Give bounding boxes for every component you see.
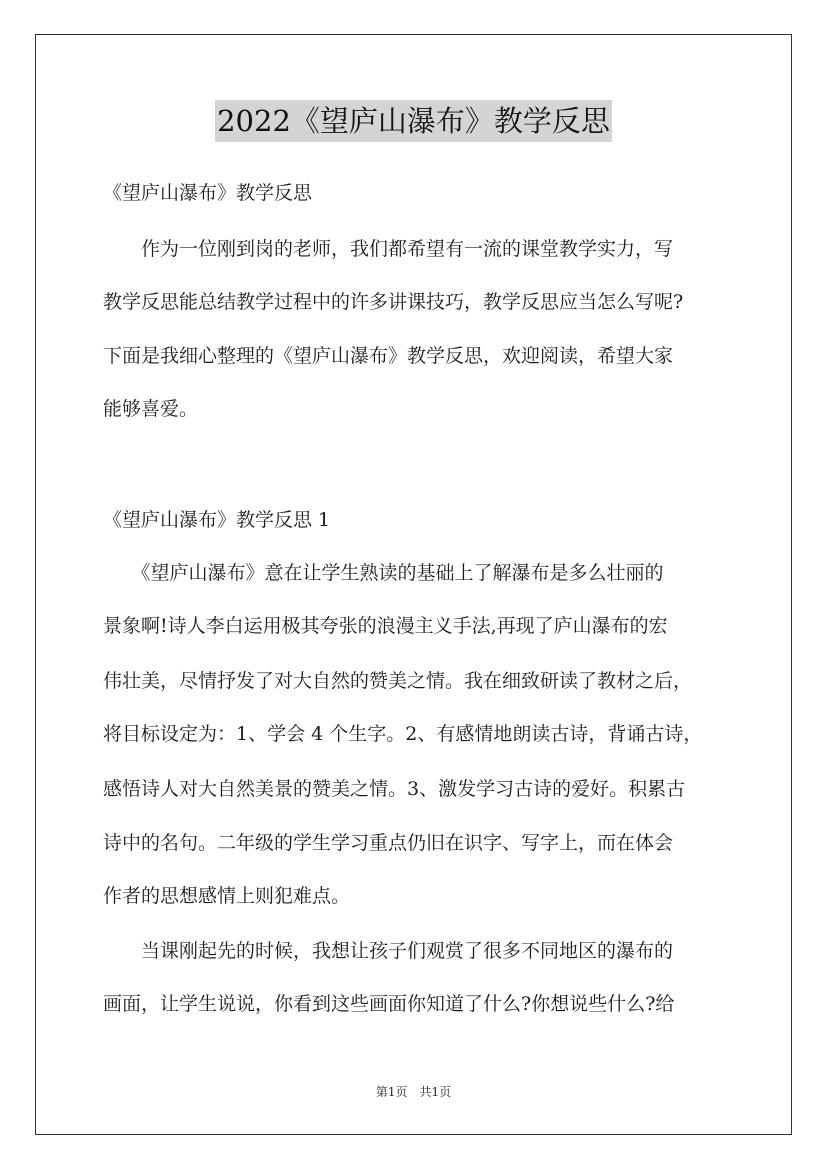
paragraph-line: 诗中的名句。二年级的学生学习重点仍旧在识字、写字上，而在体会 [103,832,674,854]
paragraph-line: 当课刚起先的时候，我想让孩子们观赏了很多不同地区的瀑布的 [103,940,674,962]
paragraph-line: 景象啊!诗人李白运用极其夸张的浪漫主义手法,再现了庐山瀑布的宏 [103,615,668,637]
section-heading: 《望庐山瀑布》教学反思 1 [103,509,331,531]
paragraph-line: 作者的思想感情上则犯难点。 [103,885,351,907]
paragraph-line: 能够喜爱。 [103,398,199,420]
page-footer: 第1页 共1页 [375,1085,452,1099]
title-block [0,100,827,142]
paragraph-line: 教学反思能总结教学过程中的许多讲课技巧，教学反思应当怎么写呢? [103,291,684,313]
paragraph-line: 画面，让学生说说，你看到这些画面你知道了什么?你想说些什么?给 [103,993,675,1015]
paragraph-line: 下面是我细心整理的《望庐山瀑布》教学反思，欢迎阅读，希望大家 [103,345,674,367]
section-heading: 《望庐山瀑布》教学反思 [103,182,313,204]
paragraph-line: 感悟诗人对大自然美景的赞美之情。3、激发学习古诗的爱好。积累古 [103,778,686,800]
document-title: 2022《望庐山瀑布》教学反思 [215,100,612,142]
paragraph-line: 将目标设定为：1、学会 4 个生字。2、有感情地朗读古诗，背诵古诗， [103,723,703,745]
paragraph-line: 作为一位刚到岗的老师，我们都希望有一流的课堂教学实力，写 [103,238,674,260]
paragraph-line: 伟壮美，尽情抒发了对大自然的赞美之情。我在细致研读了教材之后， [103,670,693,692]
paragraph-line: 《望庐山瀑布》意在让学生熟读的基础上了解瀑布是多么壮丽的 [103,562,664,584]
